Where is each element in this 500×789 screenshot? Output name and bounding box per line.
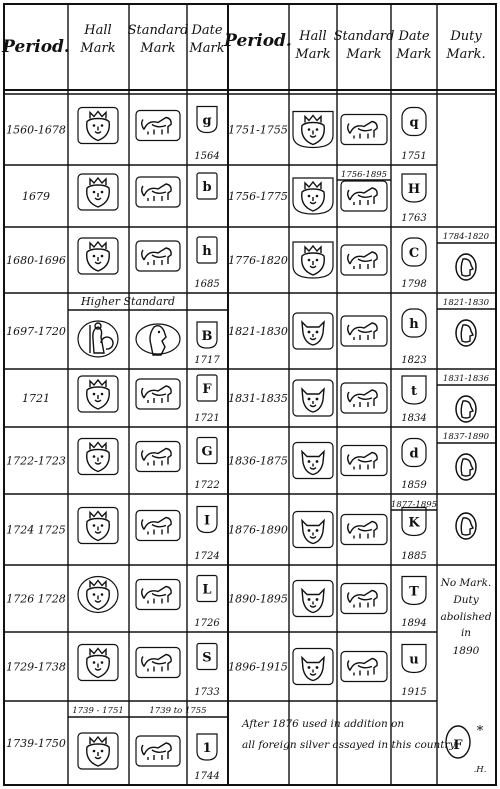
hall-date-range: 1739 - 1751 xyxy=(72,706,124,716)
lion-passant-icon xyxy=(341,115,387,145)
table-row xyxy=(228,645,427,699)
date-letter-mark xyxy=(402,439,426,467)
date-letter: H xyxy=(407,182,421,197)
duty-mark-header-2: Mark. xyxy=(446,47,486,62)
date-year: 1763 xyxy=(401,213,427,224)
lion-passant-icon xyxy=(136,648,180,678)
date-letter: u xyxy=(409,652,419,668)
table-row xyxy=(228,508,427,563)
duty-date-range: 1831-1836 xyxy=(442,374,490,384)
period-cell: 1721 xyxy=(22,392,50,405)
sovereign-head-icon xyxy=(456,396,476,422)
lion-passant-icon xyxy=(341,652,387,682)
crowned-leopard-head-icon xyxy=(78,174,118,210)
date-letter-mark xyxy=(197,237,217,263)
date-letter: K xyxy=(408,515,420,531)
crowned-leopard-head-icon xyxy=(78,108,118,144)
table-row xyxy=(6,507,219,563)
period-cell: 1739-1750 xyxy=(6,737,66,750)
period-cell: 1776-1820 xyxy=(228,254,288,267)
date-letter-mark xyxy=(197,644,217,670)
hall-mark-header-left-2: Mark xyxy=(80,41,116,56)
period-cell: 1680-1696 xyxy=(6,254,66,267)
date-letter-mark xyxy=(402,645,426,673)
duty-abolished-label-2: abolished xyxy=(440,611,492,623)
standard-mark-header-left: Standard xyxy=(127,23,189,38)
lion-passant-icon xyxy=(136,511,180,541)
period-cell: 1679 xyxy=(22,190,50,203)
table-row xyxy=(228,238,427,290)
foreign-mark-letter: F xyxy=(453,738,463,753)
date-mark-header-right: Date xyxy=(398,29,430,44)
date-letter: S xyxy=(202,650,212,666)
period-cell: 1831-1835 xyxy=(228,392,288,405)
crowned-leopard-head-icon xyxy=(78,508,118,544)
date-year: 1885 xyxy=(401,551,427,562)
table-row xyxy=(22,173,217,210)
leopard-head-icon xyxy=(293,649,333,685)
date-year: 1751 xyxy=(401,151,427,162)
date-letter: d xyxy=(409,446,419,462)
sovereign-head-icon xyxy=(456,320,476,346)
period-cell: 1890-1895 xyxy=(228,592,288,606)
no-mark-label: No Mark. xyxy=(440,577,492,589)
hall-mark-header-right: Hall xyxy=(299,29,327,44)
lion-passant-icon xyxy=(341,515,387,545)
lion-passant-icon xyxy=(341,383,387,413)
lion-passant-icon xyxy=(341,446,387,476)
table-row xyxy=(22,375,220,424)
date-letter-mark xyxy=(197,107,217,133)
duty-date-range: 1784-1820 xyxy=(442,232,490,242)
lion-head-erased-icon xyxy=(136,324,180,355)
date-mark-header-left: Date xyxy=(191,23,223,38)
crowned-leopard-head-icon xyxy=(78,645,118,681)
date-letter: F xyxy=(202,382,212,397)
date-letter-mark xyxy=(402,108,426,136)
period-cell: 1697-1720 xyxy=(6,325,66,338)
leopard-head-icon xyxy=(293,443,333,479)
date-letter-mark xyxy=(402,508,426,536)
date-year: 1744 xyxy=(194,771,220,782)
date-letter-range: 1877-1895 xyxy=(390,500,438,510)
duty-abolished-label-3: in xyxy=(460,627,472,639)
lion-passant-icon xyxy=(136,736,180,766)
date-letter-mark xyxy=(197,375,217,401)
lion-passant-icon xyxy=(341,245,387,275)
crowned-leopard-head-icon xyxy=(78,376,118,412)
period-cell: 1836-1875 xyxy=(228,454,288,468)
period-cell: 1724 1725 xyxy=(6,523,66,537)
lion-passant-icon xyxy=(341,181,387,211)
table-row xyxy=(228,577,427,630)
crowned-leopard-head-icon xyxy=(78,238,118,274)
hall-mark-header-right-2: Mark xyxy=(295,47,331,62)
lion-passant-icon xyxy=(136,177,180,207)
date-year: 1717 xyxy=(194,355,220,366)
date-letter: T xyxy=(409,584,419,600)
date-year: 1724 xyxy=(194,551,220,562)
date-letter: L xyxy=(202,582,212,598)
date-mark-header-left-2: Mark xyxy=(189,41,225,56)
date-year: 1915 xyxy=(401,687,427,698)
lion-passant-icon xyxy=(341,584,387,614)
period-cell: 1876-1890 xyxy=(228,523,288,537)
period-cell: 1821-1830 xyxy=(228,325,288,338)
table-row xyxy=(228,108,427,163)
date-letter: b xyxy=(202,180,212,195)
leopard-head-icon xyxy=(293,581,333,617)
date-letter-mark xyxy=(197,173,217,199)
period-cell: 1722-1723 xyxy=(6,454,66,468)
standard-date-range: 1739 to 1755 xyxy=(149,706,207,716)
date-letter-mark xyxy=(197,507,217,533)
standard-date-range: 1756-1895 xyxy=(340,170,388,180)
crowned-leopard-head-icon xyxy=(78,439,118,475)
date-letter-mark xyxy=(402,238,426,266)
date-letter-mark xyxy=(197,322,217,348)
date-year: 1859 xyxy=(401,480,427,491)
date-letter: G xyxy=(201,444,213,460)
date-letter: C xyxy=(408,246,420,261)
table-row xyxy=(228,174,427,224)
date-letter-mark xyxy=(197,734,217,760)
crowned-leopard-head-icon xyxy=(293,242,333,278)
duty-abolished-year: 1890 xyxy=(452,645,480,657)
table-row xyxy=(228,439,427,492)
date-year: 1834 xyxy=(401,413,427,424)
date-year: 1721 xyxy=(194,413,220,424)
period-header-right: Period. xyxy=(224,31,292,51)
table-row xyxy=(228,376,427,424)
crowned-leopard-head-icon xyxy=(78,733,118,769)
date-year: 1722 xyxy=(194,480,220,491)
lion-passant-icon xyxy=(341,316,387,346)
leopard-head-icon xyxy=(293,512,333,548)
lion-passant-icon xyxy=(136,379,180,409)
date-letter: 1 xyxy=(202,741,212,756)
table-row xyxy=(228,309,427,366)
crowned-leopard-head-icon xyxy=(293,178,333,214)
foreign-mark-star: * xyxy=(476,724,484,739)
foreign-note-line-1: After 1876 used in addition on xyxy=(242,718,405,730)
standard-mark-header-left-2: Mark xyxy=(140,41,176,56)
period-cell: 1756-1775 xyxy=(228,190,288,203)
period-cell: 1560-1678 xyxy=(6,123,66,137)
sovereign-head-icon xyxy=(456,254,476,280)
date-year: 1564 xyxy=(194,151,220,162)
date-year: 1798 xyxy=(401,279,427,290)
date-letter-mark xyxy=(402,174,426,202)
duty-abolished-label: Duty xyxy=(453,594,479,606)
lion-passant-icon xyxy=(136,580,180,610)
sovereign-head-icon xyxy=(456,513,476,539)
period-cell: 1729-1738 xyxy=(6,660,66,674)
leopard-head-icon xyxy=(293,380,333,416)
hall-mark-header-left: Hall xyxy=(84,23,112,38)
duty-date-range: 1837-1890 xyxy=(442,432,490,442)
date-letter: I xyxy=(203,513,211,529)
date-letter-mark xyxy=(402,376,426,404)
date-year: 1685 xyxy=(194,279,220,290)
date-letter-mark xyxy=(197,576,217,602)
leopard-head-icon xyxy=(293,313,333,349)
date-letter-mark xyxy=(402,577,426,605)
standard-mark-header-right: Standard xyxy=(333,29,395,44)
crowned-leopard-head-icon xyxy=(78,577,118,613)
period-cell: 1726 1728 xyxy=(6,592,66,606)
period-header-left: Period. xyxy=(2,37,70,57)
lion-passant-icon xyxy=(136,442,180,472)
period-cell: 1751-1755 xyxy=(228,123,288,137)
date-year: 1894 xyxy=(401,618,427,629)
higher-standard-label: Higher Standard xyxy=(81,295,175,308)
date-letter: B xyxy=(201,329,213,344)
sovereign-head-icon xyxy=(456,454,476,480)
duty-mark-header: Duty xyxy=(450,29,482,44)
table-row xyxy=(6,576,220,630)
date-letter-mark xyxy=(197,438,217,464)
date-year: 1733 xyxy=(194,687,220,698)
date-letter: q xyxy=(409,115,419,131)
artist-signature: .H. xyxy=(473,765,487,775)
foreign-note-line-2: all foreign silver assayed in this country xyxy=(242,739,456,751)
date-letter: h xyxy=(202,244,212,259)
date-year: 1726 xyxy=(194,618,220,629)
standard-mark-header-right-2: Mark xyxy=(346,47,382,62)
table-row xyxy=(6,321,220,366)
duty-date-range: 1821-1830 xyxy=(442,298,490,308)
date-mark-header-right-2: Mark xyxy=(396,47,432,62)
date-letter-mark xyxy=(402,309,426,337)
lion-passant-icon xyxy=(136,111,180,141)
date-letter: g xyxy=(202,113,212,129)
lion-passant-icon xyxy=(136,241,180,271)
date-year: 1823 xyxy=(401,355,427,366)
crowned-leopard-head-icon xyxy=(293,112,333,148)
date-letter: t xyxy=(410,384,418,399)
date-letter: h xyxy=(409,317,419,332)
period-cell: 1896-1915 xyxy=(228,660,288,674)
britannia-icon xyxy=(78,321,118,357)
